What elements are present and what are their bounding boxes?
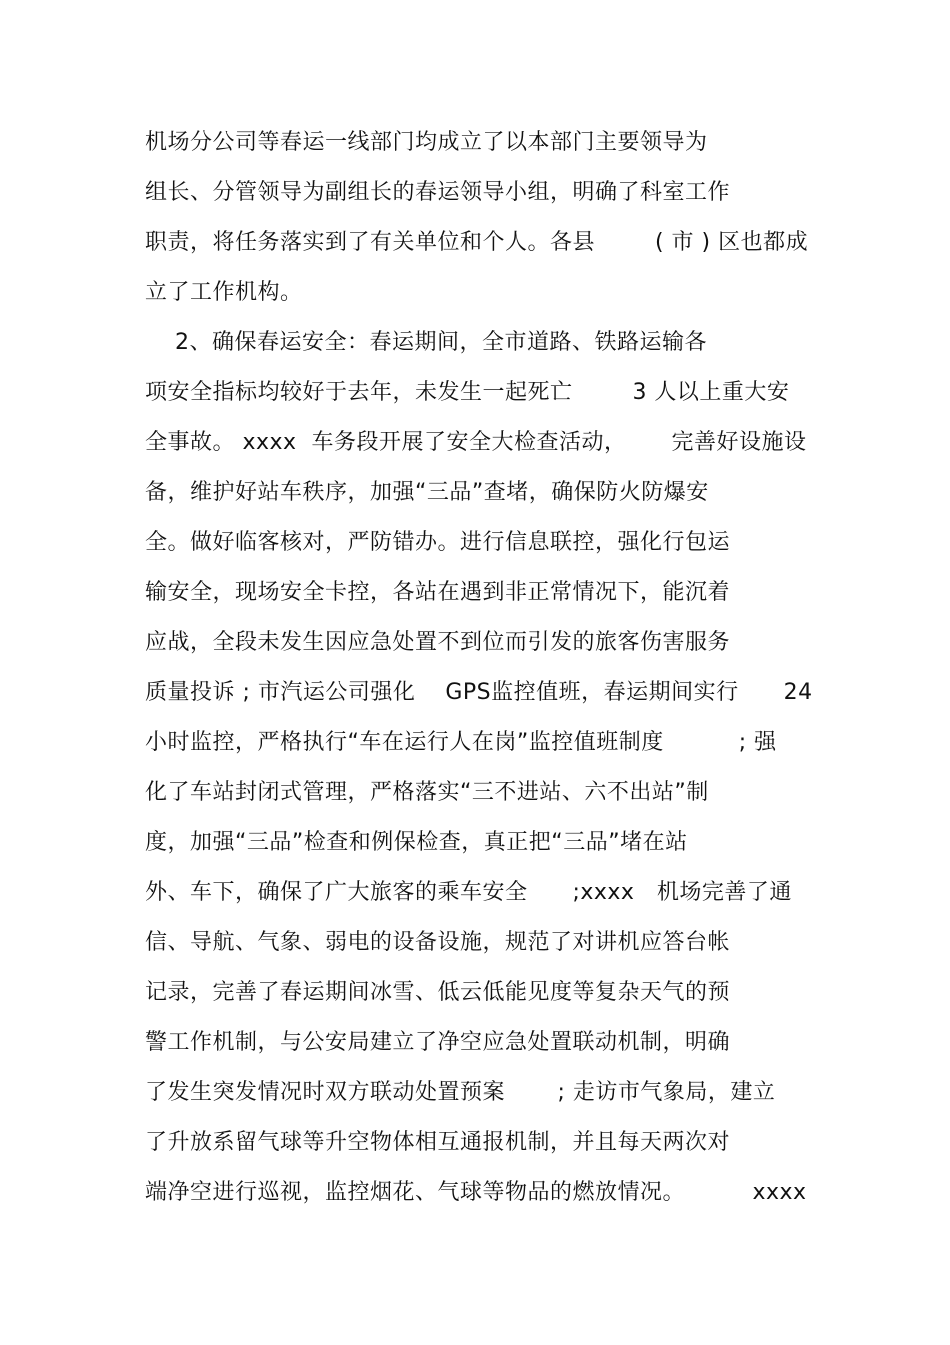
text-line: 小时监控，严格执行“车在运行人在岗”监控值班制度 ; 强 bbox=[145, 730, 777, 755]
text-line: 职责，将任务落实到了有关单位和个人。各县 ( 市 ) 区也都成 bbox=[145, 230, 809, 255]
text-line: 立了工作机构。 bbox=[145, 280, 303, 305]
text-line: 全事故。 xxxx 车务段开展了安全大检查活动， 完善好设施设 bbox=[145, 430, 807, 455]
text-line: 信、导航、气象、弱电的设备设施，规范了对讲机应答台帐 bbox=[145, 930, 731, 955]
text-line: 2、确保春运安全：春运期间，全市道路、铁路运输各 bbox=[145, 330, 707, 355]
text-line: 全。做好临客核对，严防错办。进行信息联控，强化行包运 bbox=[145, 530, 731, 555]
text-line: 警工作机制，与公安局建立了净空应急处置联动机制，明确 bbox=[145, 1030, 731, 1055]
text-line: 备，维护好站车秩序，加强“三品”查堵，确保防火防爆安 bbox=[145, 480, 709, 505]
text-line: 输安全，现场安全卡控，各站在遇到非正常情况下，能沉着 bbox=[145, 580, 731, 605]
text-line: 外、车下，确保了广大旅客的乘车安全 ;xxxx 机场完善了通 bbox=[145, 880, 792, 905]
text-line: 组长、分管领导为副组长的春运领导小组，明确了科室工作 bbox=[145, 180, 731, 205]
text-line: 端净空进行巡视，监控烟花、气球等物品的燃放情况。 xxxx bbox=[145, 1180, 807, 1205]
text-line: 记录，完善了春运期间冰雪、低云低能见度等复杂天气的预 bbox=[145, 980, 731, 1005]
text-line: 了升放系留气球等升空物体相互通报机制，并且每天两次对 bbox=[145, 1130, 731, 1155]
text-line: 机场分公司等春运一线部门均成立了以本部门主要领导为 bbox=[145, 130, 708, 155]
text-line: 项安全指标均较好于去年，未发生一起死亡 3 人以上重大安 bbox=[145, 380, 790, 405]
text-line: 质量投诉 ; 市汽运公司强化 GPS监控值班，春运期间实行 24 bbox=[145, 680, 813, 705]
text-line: 化了车站封闭式管理，严格落实“三不进站、六不出站”制 bbox=[145, 780, 709, 805]
text-line: 应战，全段未发生因应急处置不到位而引发的旅客伤害服务 bbox=[145, 630, 731, 655]
text-line: 了发生突发情况时双方联动处置预案 ; 走访市气象局，建立 bbox=[145, 1080, 776, 1105]
text-line: 度，加强“三品”检查和例保检查，真正把“三品”堵在站 bbox=[145, 830, 688, 855]
